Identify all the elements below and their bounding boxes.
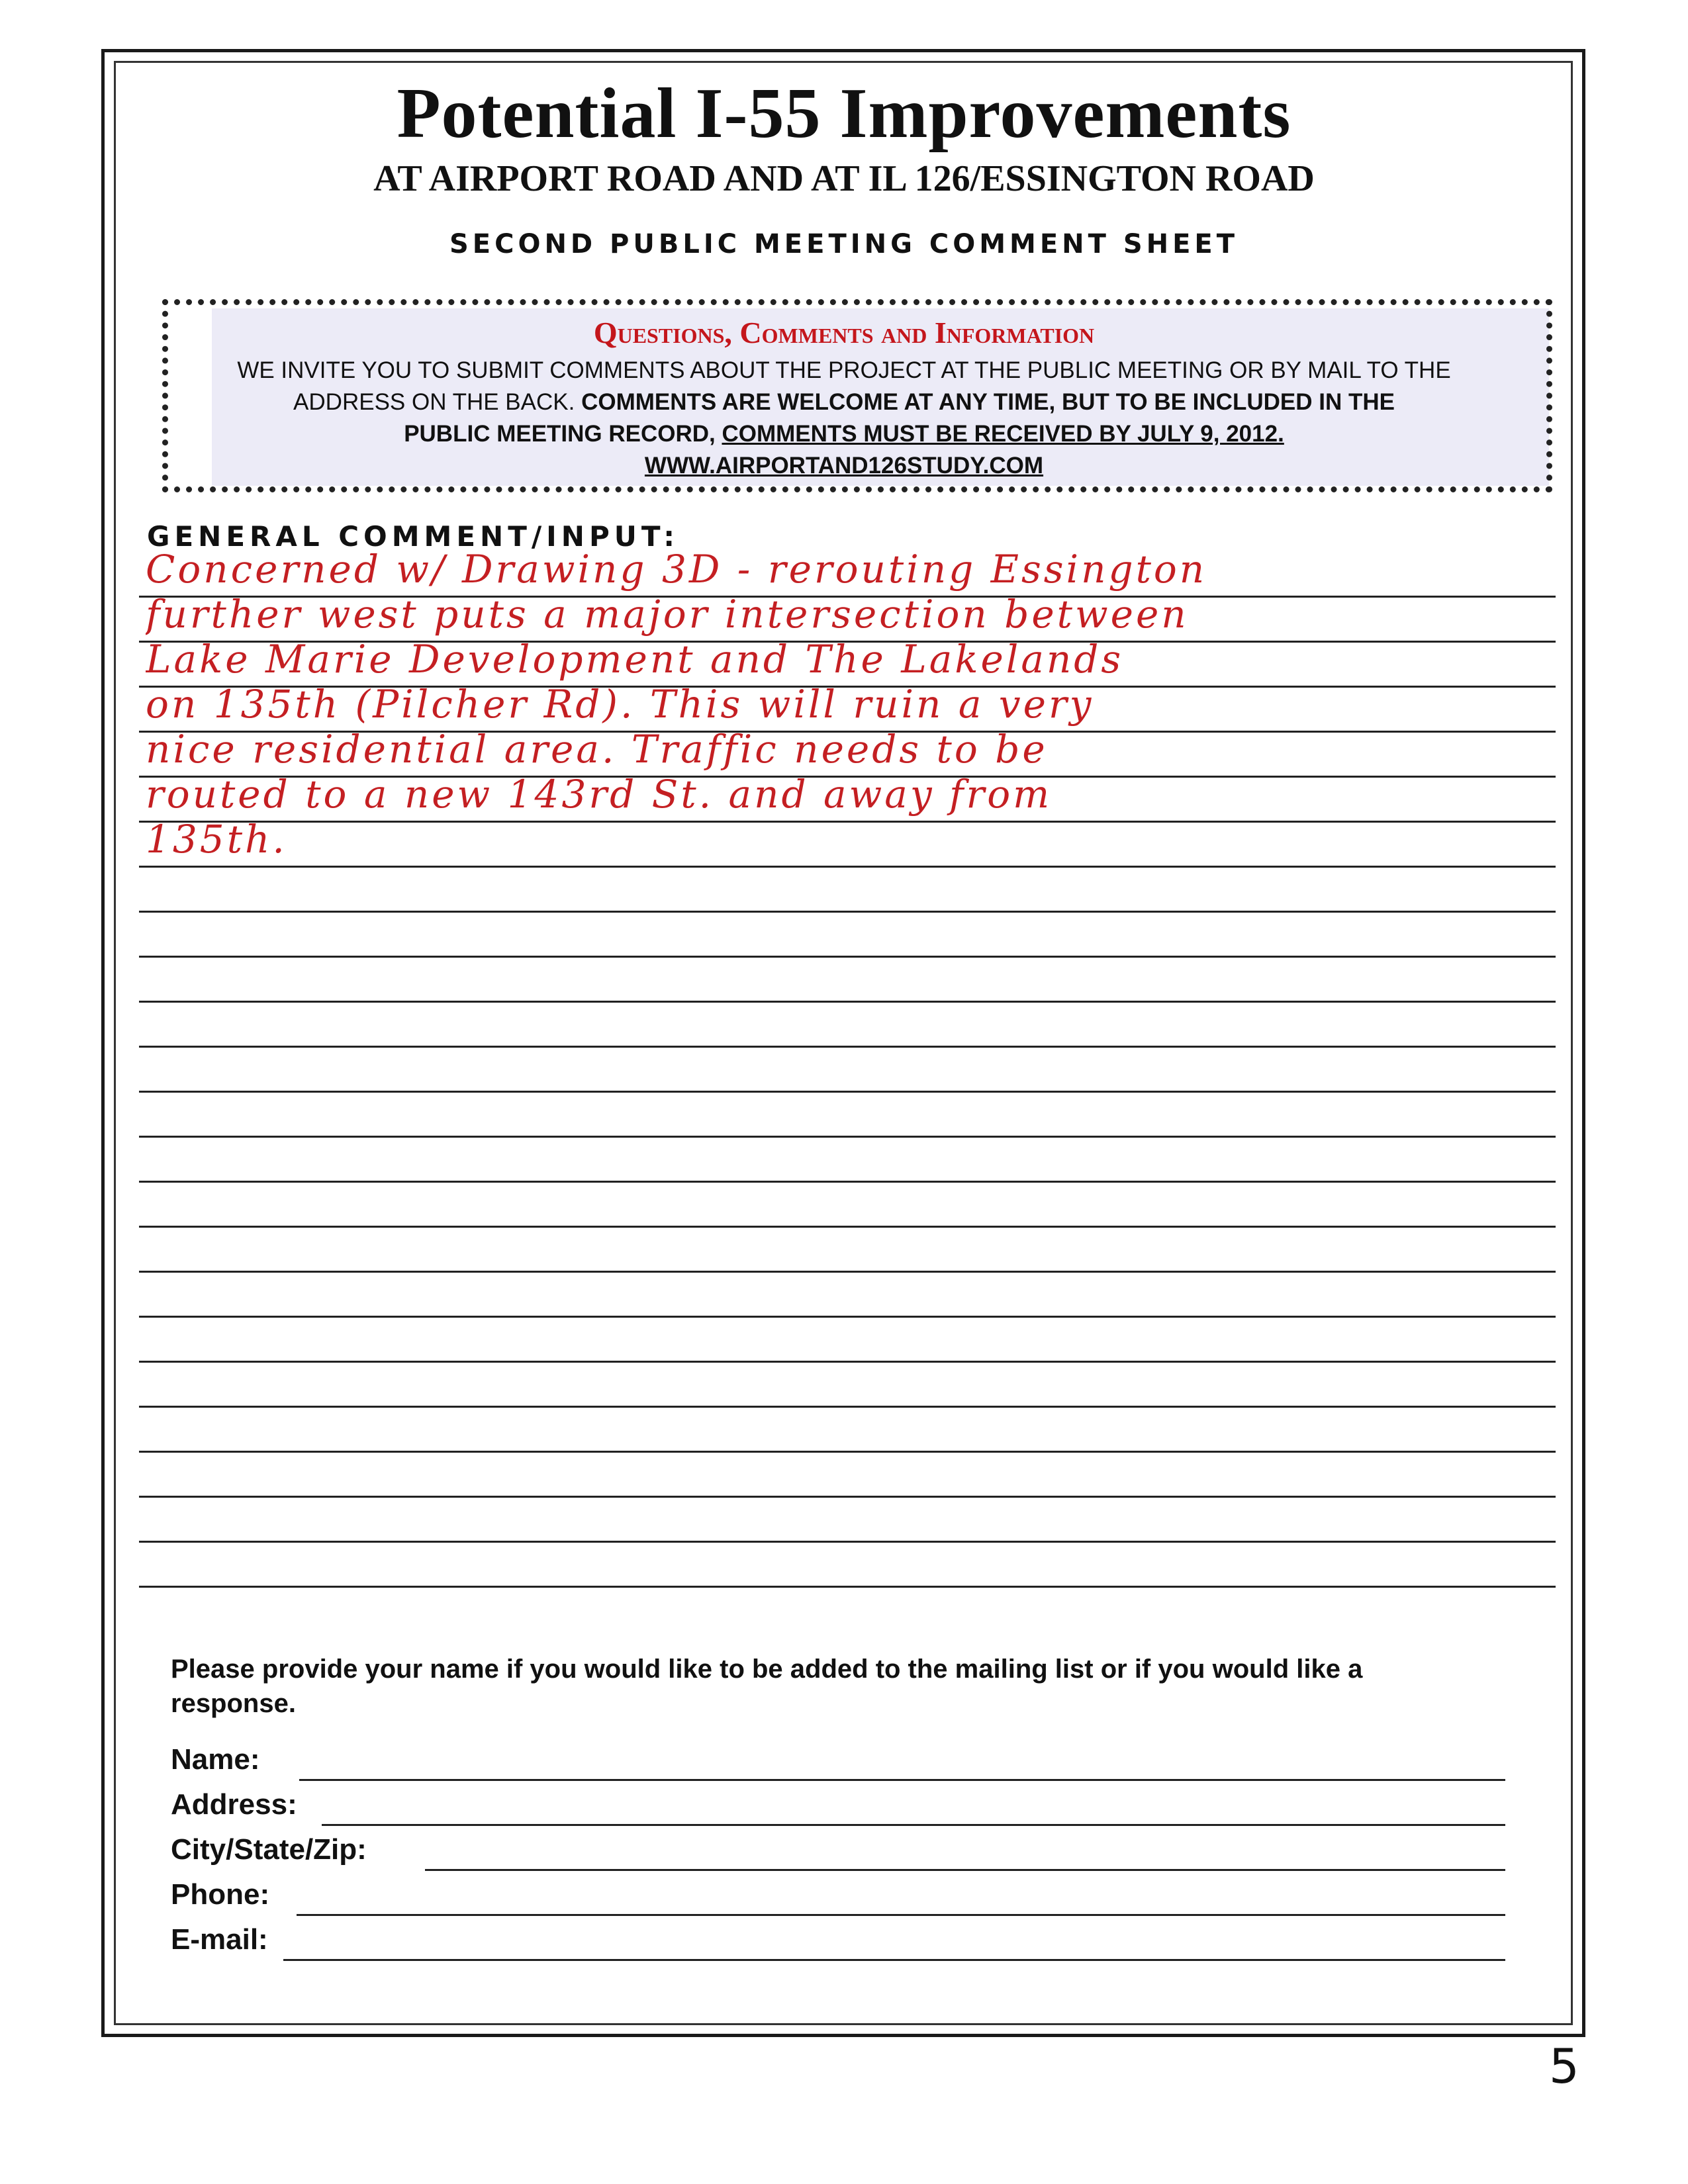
info-line-1: WE INVITE YOU TO SUBMIT COMMENTS ABOUT THE PROJECT AT THE PUBLIC MEETING OR BY MAIL TO THE	[237, 357, 1451, 383]
info-line-3	[0, 421, 1688, 447]
name-label: Name:	[171, 1743, 260, 1776]
info-line-2	[0, 389, 1688, 416]
phone-label: Phone:	[171, 1878, 270, 1911]
page-subtitle: AT AIRPORT ROAD AND AT IL 126/ESSINGTON ROAD	[373, 158, 1315, 199]
name-field[interactable]	[299, 1779, 1505, 1781]
ruled-line	[139, 1496, 1556, 1498]
ruled-line	[139, 1586, 1556, 1588]
ruled-line	[139, 956, 1556, 958]
ruled-line	[139, 911, 1556, 913]
ruled-line	[139, 1316, 1556, 1318]
handwritten-line: on 135th (Pilcher Rd). This will ruin a very	[146, 682, 1094, 727]
ruled-line	[139, 1451, 1556, 1453]
ruled-line	[139, 1136, 1556, 1138]
address-field[interactable]	[322, 1824, 1505, 1826]
ruled-line	[139, 866, 1556, 868]
city-state-zip-label: City/State/Zip:	[171, 1833, 367, 1866]
handwritten-line: routed to a new 143rd St. and away from	[146, 772, 1053, 817]
info-deadline: COMMENTS MUST BE RECEIVED BY JULY 9, 2012.	[722, 421, 1284, 447]
phone-field[interactable]	[297, 1914, 1505, 1916]
handwritten-line: 135th.	[146, 817, 287, 862]
page-title: Potential I-55 Improvements	[397, 74, 1291, 153]
ruled-line	[139, 1181, 1556, 1183]
city-state-zip-field[interactable]	[425, 1869, 1505, 1871]
general-comment-label: GENERAL COMMENT/INPUT:	[147, 520, 679, 553]
handwritten-line: further west puts a major intersection between	[146, 592, 1189, 637]
ruled-line	[139, 1226, 1556, 1228]
email-label: E-mail:	[171, 1923, 268, 1956]
ruled-line	[139, 1001, 1556, 1003]
handwritten-line: nice residential area. Traffic needs to be	[146, 727, 1048, 772]
ruled-line	[139, 1046, 1556, 1048]
ruled-line	[139, 1361, 1556, 1363]
ruled-line	[139, 1541, 1556, 1543]
ruled-line	[139, 1406, 1556, 1408]
address-label: Address:	[171, 1788, 297, 1821]
info-line-2-bold: COMMENTS ARE WELCOME AT ANY TIME, BUT TO BE INCLUDED IN THE	[581, 389, 1395, 415]
info-line-2-plain: ADDRESS ON THE BACK.	[293, 389, 582, 415]
handwritten-line: Lake Marie Development and The Lakelands	[146, 637, 1124, 682]
handwritten-line: Concerned w/ Drawing 3D - rerouting Essington	[146, 547, 1207, 592]
page-number: 5	[1549, 2038, 1579, 2094]
info-line-3-plain: PUBLIC MEETING RECORD,	[404, 421, 722, 447]
email-field[interactable]	[283, 1959, 1505, 1961]
ruled-line	[139, 1091, 1556, 1093]
ruled-line	[139, 1271, 1556, 1273]
info-heading: Questions, Comments and Information	[593, 316, 1095, 349]
website-link[interactable]: WWW.AIRPORTAND126STUDY.COM	[644, 453, 1044, 478]
sheet-label: SECOND PUBLIC MEETING COMMENT SHEET	[449, 229, 1239, 259]
contact-intro: Please provide your name if you would like to be added to the mailing list or if you would like a response.	[171, 1655, 1363, 1718]
